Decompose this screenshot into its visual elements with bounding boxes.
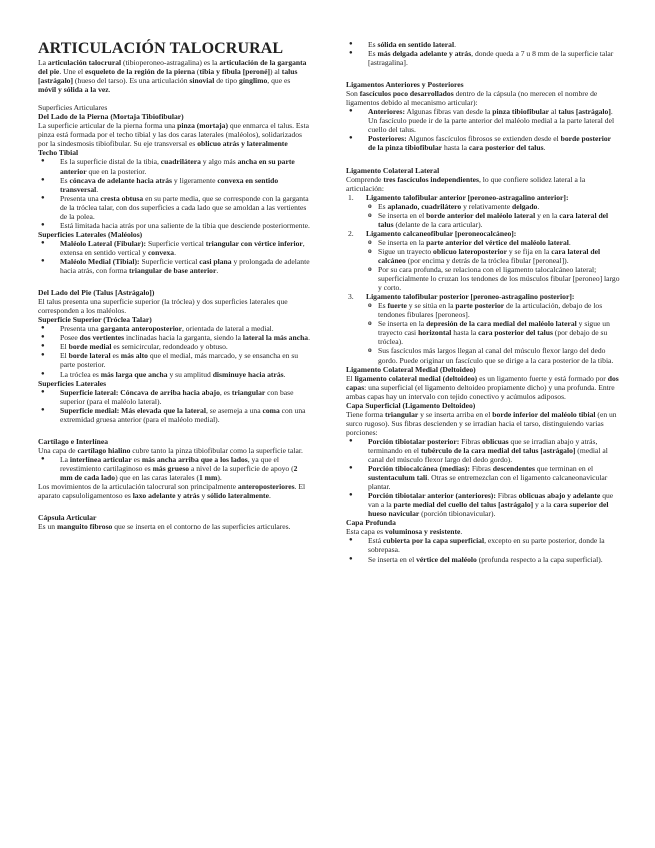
text-run: , orientada de lateral a medial. xyxy=(181,324,274,334)
bold-text: pinza tibiofibular xyxy=(492,107,550,117)
text-run: que en la posterior. xyxy=(86,166,147,176)
ligament-item xyxy=(346,229,620,292)
bold-text: borde medial xyxy=(68,342,112,352)
list-item xyxy=(38,324,310,333)
bold-text: más larga que ancha xyxy=(100,369,168,379)
bold-text: depresión de la cara medial del maléolo lateral xyxy=(426,319,577,329)
text-run: Fibras xyxy=(459,436,483,446)
bold-text: cara lateral del talus xyxy=(378,210,609,229)
text-run: (hueso del tarso). Es una articulación xyxy=(73,76,190,86)
text-run: Se inserta en el xyxy=(368,554,417,564)
text-run: (por encima y detrás de la tróclea fibular [peroneal]). xyxy=(405,255,569,265)
text-run: . xyxy=(537,201,540,211)
list-item xyxy=(346,536,620,554)
list-item xyxy=(38,333,310,342)
ligament-heading: Ligamento talofibular posterior [peroneo-astragalino posterior]: xyxy=(366,292,575,302)
bold-text: triangular xyxy=(231,387,266,397)
text-run: : una superficial (el ligamento deltoideo propiamente dicho) y una profunda. Entre ambas capas hay un intervalo con tejido conectivo y acúmulos adiposos. xyxy=(346,382,615,401)
bold-text: triangular con vértice inferior xyxy=(205,238,303,248)
list-item xyxy=(346,107,620,134)
bold-text: borde anterior del maléolo lateral xyxy=(426,210,536,220)
bold-text: ancha en su parte anterior xyxy=(60,157,295,176)
text-run: es xyxy=(110,351,121,361)
bold-text: sólido lateralmente xyxy=(207,491,269,501)
list-item xyxy=(346,437,620,464)
bold-text: cara posterior del talus xyxy=(468,143,544,153)
bold-text: más alto xyxy=(120,351,148,361)
maleolos-heading: Superficies Laterales (Maléolos) xyxy=(38,229,143,239)
techo-tibial-heading: Techo Tibial xyxy=(38,148,79,158)
text-run: Sigue un trayecto xyxy=(378,246,434,256)
text-run: que se irradian abajo y atrás, terminando en el xyxy=(368,436,598,455)
sub-list-item xyxy=(366,211,620,229)
bold-text: gínglimo xyxy=(239,76,268,86)
list-number: 3. xyxy=(348,292,354,302)
text-run: Fibras xyxy=(469,464,493,474)
text-run: . El aparato capsuloligamentoso es xyxy=(38,482,306,501)
pierna-paragraph xyxy=(38,121,310,148)
bold-text: convexa en sentido transversal xyxy=(60,175,279,194)
text-run: inclinadas hacia la garganta, siendo la xyxy=(124,333,243,343)
text-run: . xyxy=(460,527,463,537)
bold-text: dos capas xyxy=(346,373,619,392)
text-run: Es un xyxy=(38,522,57,532)
bold-text: voluminosa y resistente xyxy=(385,527,461,537)
bold-text: anteroposteriores xyxy=(237,482,295,492)
text-run: Sus fascículos más largos llegan al canal del músculo flexor largo del dedo gordo. Puede originar un fascículo que se dirige a la cara posterior de la tibia. xyxy=(378,346,614,365)
text-run: que terminan en el xyxy=(534,464,594,474)
text-run: (tibioperoneo-astragalina) es la xyxy=(121,58,220,67)
bold-text: borde posterior de la pinza tibiofibular xyxy=(368,134,611,153)
text-run: Por su cara profunda, se relaciona con el ligamento talocalcáneo lateral; superficialmente lo cruzan los tendones de los músculos fibular [peroneo] largo y corto. xyxy=(378,265,620,293)
text-run: (en un surco rugoso). Sus fibras descienden y se irradian hacia el tarso, distinguiendo varias porciones: xyxy=(346,409,617,437)
ligament-sublist xyxy=(366,301,620,364)
list-item xyxy=(38,176,310,194)
text-run: que se inserta en el contorno de las superficies articulares. xyxy=(112,522,291,532)
bold-text: talus [astrágalo] xyxy=(558,107,611,117)
text-run: , excepto en su parte posterior, donde la sobrepasa. xyxy=(368,536,605,555)
bold-text: coma xyxy=(262,405,280,415)
list-item xyxy=(38,194,310,221)
bold-text: 1 mm xyxy=(198,472,218,482)
text-run: , se asemeja a una xyxy=(205,405,263,415)
text-run: Una capa de xyxy=(38,445,78,455)
text-run: . xyxy=(568,237,571,247)
text-run: (porción tibionavicular). xyxy=(419,509,496,519)
text-run: Se inserta en el xyxy=(378,210,427,220)
text-run: que van a la xyxy=(368,491,614,510)
text-run: . xyxy=(96,184,99,194)
bold-text: disminuye hacia atrás xyxy=(212,369,284,379)
text-run: y xyxy=(199,491,208,501)
list-item xyxy=(38,239,310,257)
text-run: , que es xyxy=(267,76,291,86)
text-run: y en la xyxy=(535,210,560,220)
text-run: (profunda respecto a la capa superficial). xyxy=(476,554,603,564)
bold-text: pinza (mortaja) xyxy=(177,121,228,131)
bold-text: descendentes xyxy=(492,464,535,474)
colateral-lateral-paragraph xyxy=(346,175,620,193)
list-item xyxy=(38,455,310,482)
text-run: ). xyxy=(217,472,222,482)
list-item xyxy=(38,157,310,175)
text-run: La xyxy=(38,58,48,67)
text-run: (medial al canal del músculo flexor largo del dedo gordo). xyxy=(368,445,608,465)
bold-text: parte anterior del vértice del maléolo lateral xyxy=(426,237,569,247)
text-run: , extensa en sentido vertical y xyxy=(60,238,305,257)
list-item xyxy=(346,555,620,564)
bold-text: Posteriores: xyxy=(368,134,407,144)
text-run: en su parte media, que se corresponde con la garganta de la tróclea talar, con dos superficies a cada lado que se amoldan a las vertientes de la polea. xyxy=(60,193,309,221)
bold-text: oblicuo atrás y lateralmente xyxy=(197,139,288,149)
pie-paragraph xyxy=(38,297,310,315)
capa-superficial-list xyxy=(346,437,620,518)
text-run: El talus presenta una superficie superior (la tróclea) y dos superficies laterales que corresponden a los maléolos. xyxy=(38,297,288,316)
capa-superficial-paragraph xyxy=(346,410,620,437)
text-run: . xyxy=(174,247,176,257)
bold-text: sinovial xyxy=(189,76,215,86)
bold-text: laxo adelante y atrás xyxy=(132,491,200,501)
text-run: dentro de la cápsula (no merecen el nombre de ligamentos debido al mecanismo articular): xyxy=(346,89,598,108)
intro-paragraph xyxy=(38,58,310,94)
troclea-heading: Superficie Superior (Tróclea Talar) xyxy=(38,315,152,325)
text-run: Es xyxy=(378,301,388,311)
capsula-paragraph xyxy=(38,522,310,531)
superficies-articulares-label: Superficies Articulares xyxy=(38,103,108,113)
bold-text: triangular xyxy=(384,409,419,419)
colateral-lateral-list xyxy=(346,193,620,365)
bold-text: lateral la más ancha xyxy=(242,333,309,343)
text-run: y algo más xyxy=(200,157,238,167)
ligament-item xyxy=(346,292,620,364)
list-item xyxy=(346,134,620,152)
text-run: Presenta una xyxy=(60,193,101,203)
bold-text: Porción tibiotalar anterior (anteriores): xyxy=(368,491,496,501)
list-item xyxy=(38,342,310,351)
bold-text: móvil y sólida a la vez xyxy=(38,85,109,95)
ligamentos-antpost-list xyxy=(346,107,620,152)
text-run: El xyxy=(60,342,69,352)
text-run: , ya que el revestimiento cartilaginoso es xyxy=(60,454,279,473)
capa-profunda-heading: Capa Profunda xyxy=(346,518,396,528)
text-run: , es xyxy=(219,387,232,397)
text-run: Está limitada hacia atrás por una saliente de la tibia que desciende posteriormente. xyxy=(60,220,310,230)
text-run: ) que en las caras laterales ( xyxy=(115,472,199,482)
text-run: Posee xyxy=(60,333,80,343)
text-run: Es xyxy=(368,40,378,49)
text-run: que el medial, más marcado, y se ensancha en su parte posterior. xyxy=(60,351,299,370)
text-run: . xyxy=(216,266,219,276)
bold-text: cóncava de adelante hacia atrás xyxy=(69,175,173,185)
text-run: cubre tanto la pinza tibiofibular como la superficie talar. xyxy=(130,445,303,455)
text-run: . Une el xyxy=(59,67,86,77)
bold-text: borde inferior del maléolo tibial xyxy=(492,409,596,419)
bold-text: Anteriores: xyxy=(368,107,405,117)
text-run: es semicircular, redondeado y obtuso. xyxy=(111,342,228,352)
text-run: Algunos fascículos fibrosos se extienden desde el xyxy=(406,134,561,144)
text-run: Se inserta en la xyxy=(378,319,427,329)
bold-text: articulación de la garganta del pie xyxy=(38,58,307,77)
bold-text: esqueleto de la región de la pierna xyxy=(85,67,196,77)
text-run: (por debajo de su tróclea). xyxy=(378,328,608,347)
text-run: que enmarca el talus. Esta pinza está formada por el techo tibial y las dos caras laterales (maléolos), solidarizados por la sindesmosis tibiofibular. Su eje transversal es xyxy=(38,121,309,149)
text-run: Es la superficie distal de la tibia, xyxy=(60,157,161,167)
text-run: Tiene forma xyxy=(346,409,385,419)
left-column xyxy=(38,40,310,531)
bold-text: aplanado, cuadrilátero xyxy=(387,201,462,211)
cartilago-list xyxy=(38,455,310,482)
bold-text: fascículos poco desarrollados xyxy=(359,89,454,99)
capa-profunda-paragraph xyxy=(346,527,620,536)
text-run: Son xyxy=(346,89,360,99)
text-run: . Otras se entremezclan con el ligamento calcaneonavicular plantar. xyxy=(368,473,608,492)
capa-profunda-list xyxy=(346,536,620,563)
text-run: , donde queda a 7 u 8 mm de la superficie talar [astragalina]. xyxy=(368,49,614,68)
movimientos-paragraph xyxy=(38,482,310,500)
bold-text: articulación talocrural xyxy=(47,58,122,67)
text-run: (delante de la cara articular). xyxy=(393,219,483,229)
bold-text: dos vertientes xyxy=(79,333,125,343)
text-run: es un ligamento fuerte y está formado por xyxy=(477,373,608,383)
text-run: Superficie vertical xyxy=(146,238,206,248)
text-run: Es xyxy=(60,175,70,185)
text-run: . xyxy=(308,333,311,343)
sub-list-item xyxy=(366,265,620,292)
bold-text: oblicuas xyxy=(482,436,509,446)
maleolos-list xyxy=(38,239,310,275)
bold-text: cuadrilátera xyxy=(160,157,201,167)
text-run: y a la xyxy=(533,500,554,510)
text-run: y sigue un trayecto casi xyxy=(378,319,610,338)
list-item xyxy=(38,351,310,369)
text-run: . xyxy=(268,491,271,501)
list-number: 1. xyxy=(348,192,354,202)
text-run: . xyxy=(108,85,111,95)
list-item xyxy=(346,491,620,518)
ligamentos-antpost-paragraph xyxy=(346,89,620,107)
bold-text: garganta anteroposterior xyxy=(100,324,182,334)
sub-list-item xyxy=(366,346,620,364)
bold-text: Porción tibiocalcánea (medias): xyxy=(368,464,470,474)
text-run: al xyxy=(549,107,559,117)
cartilago-heading: Cartílago e Interlínea xyxy=(38,436,109,446)
text-run: ) al xyxy=(269,67,282,77)
text-run: y relativamente xyxy=(461,201,513,211)
bold-text: vértice del maléolo xyxy=(416,554,477,564)
bold-text: cresta obtusa xyxy=(100,193,144,203)
bold-text: más ancha arriba que a los lados xyxy=(141,454,248,464)
bold-text: casi plana xyxy=(199,256,232,266)
list-item xyxy=(346,464,620,491)
text-run: El xyxy=(346,373,355,383)
list-item xyxy=(38,221,310,230)
list-item xyxy=(346,40,620,49)
troclea-list xyxy=(38,324,310,378)
text-run: Superficie vertical xyxy=(139,256,200,266)
page-title: ARTICULACIÓN TALOCRURAL xyxy=(38,40,284,57)
text-run: . xyxy=(283,369,286,379)
bold-text: sólida en sentido lateral xyxy=(377,40,455,49)
sub-list-item xyxy=(366,238,620,247)
text-run: de la articulación, debajo de los tendones fibulares [peroneos]. xyxy=(378,301,603,320)
bold-text: más grueso xyxy=(152,463,190,473)
text-run: . xyxy=(454,40,456,49)
bold-text: tres fascículos independientes xyxy=(383,174,479,184)
list-item xyxy=(38,388,310,406)
bold-text: convexa xyxy=(147,247,175,257)
ligament-heading: Ligamento calcaneofibular [peroneocalcáneo]: xyxy=(366,228,517,238)
bold-text: cara posterior del talus xyxy=(478,328,553,338)
bold-text: Maléolo Lateral (Fibular): xyxy=(60,238,147,248)
list-item xyxy=(38,406,310,424)
sub-list-item xyxy=(366,301,620,319)
capa-superficial-heading: Capa Superficial (Ligamento Deltoideo) xyxy=(346,400,476,410)
bold-text: oblicuas abajo y adelante xyxy=(518,491,601,501)
text-run: a nivel de la superficie de apoyo ( xyxy=(189,463,294,473)
superficies-laterales-list xyxy=(38,388,310,424)
text-run: Esta capa es xyxy=(346,527,386,537)
text-run: Los movimientos de la articulación talocrural son principalmente xyxy=(38,482,238,492)
bold-text: interlínea articular xyxy=(69,454,132,464)
text-run: Está xyxy=(368,536,383,546)
text-run: La xyxy=(60,454,70,464)
bold-text: Superficie medial: Más elevada que la lateral xyxy=(60,405,206,415)
bold-text: parte posterior xyxy=(455,301,505,311)
bold-text: cara superior del hueso navicular xyxy=(368,500,609,519)
bold-text: Maléolo Medial (Tibial): xyxy=(60,256,140,266)
ligamentos-antpost-heading: Ligamentos Anteriores y Posteriores xyxy=(346,80,464,90)
colateral-medial-heading: Ligamento Colateral Medial (Deltoideo) xyxy=(346,364,476,374)
bold-text: delgado xyxy=(512,201,538,211)
text-run: . xyxy=(543,143,546,153)
text-run: hasta la xyxy=(451,328,479,338)
text-run: La tróclea es xyxy=(60,369,101,379)
bold-text: talus [astrágalo] xyxy=(38,67,298,86)
bold-text: ligamento colateral medial (deltoideo) xyxy=(354,373,478,383)
pie-heading: Del Lado del Pie (Talus [Astrágalo]) xyxy=(38,288,155,298)
bold-text: tubérculo de la cara medial del talus [astrágalo] xyxy=(420,445,576,455)
bold-text: triangular de base anterior xyxy=(128,266,217,276)
text-run: , lo que confiere solidez lateral a la articulación: xyxy=(346,174,586,193)
ligament-item xyxy=(346,193,620,229)
text-run: es xyxy=(131,454,142,464)
text-run: Algunas fibras van desde la xyxy=(404,107,493,117)
bold-text: oblicuo lateroposterior xyxy=(433,246,507,256)
bold-text: parte medial del cuello del talus [astrágalo] xyxy=(393,500,534,510)
text-run: Comprende xyxy=(346,174,384,184)
sub-list-item xyxy=(366,319,620,346)
pierna-heading: Del Lado de la Pierna (Mortaja Tibiofibular) xyxy=(38,112,184,122)
bold-text: sustentaculum tali xyxy=(368,473,428,483)
text-run: con una extremidad gruesa anterior (para el maléolo medial). xyxy=(60,405,306,424)
sub-list-item xyxy=(366,247,620,265)
bold-text: tibia y fíbula [peroné] xyxy=(199,67,270,77)
colateral-lateral-heading: Ligamento Colateral Lateral xyxy=(346,165,440,175)
bold-text: cartílago hialino xyxy=(77,445,131,455)
bold-text: más delgada adelante y atrás xyxy=(377,49,472,59)
list-item xyxy=(38,257,310,275)
text-run: . Un fascículo puede ir de la parte anterior del maléolo medial a la parte lateral del cuello del talus. xyxy=(368,107,615,135)
text-run: y se inserta arriba en el xyxy=(418,409,493,419)
text-run: ( xyxy=(195,67,200,77)
bold-text: 2 mm de cada lado xyxy=(60,463,298,482)
text-run: Fibras xyxy=(495,491,519,501)
capsula-heading: Cápsula Articular xyxy=(38,513,97,523)
bold-text: manguito fibroso xyxy=(56,522,113,532)
ligament-heading: Ligamento talofibular anterior [peroneo-astragalino anterior]: xyxy=(366,192,569,202)
text-run: Presenta una xyxy=(60,324,101,334)
text-run: y prolongada de adelante hacia atrás, con forma xyxy=(60,256,310,276)
colateral-medial-paragraph xyxy=(346,374,620,401)
list-number: 2. xyxy=(348,228,354,238)
text-run: con base superior (para el maléolo lateral). xyxy=(60,387,294,406)
bold-text: borde lateral xyxy=(68,351,111,361)
bold-text: Superficie lateral: Cóncava de arriba hacia abajo xyxy=(60,387,220,397)
text-run: de tipo xyxy=(214,76,240,86)
bold-text: Porción tibiotalar posterior: xyxy=(368,436,460,446)
right-column xyxy=(346,40,620,564)
bold-text: cara lateral del calcáneo xyxy=(378,246,601,265)
text-run: Es xyxy=(368,49,378,59)
sub-list-item xyxy=(366,202,620,211)
text-run: Es xyxy=(378,201,388,211)
text-run: hasta la xyxy=(442,143,469,153)
text-run: y su amplitud xyxy=(167,369,213,379)
bold-text: cubierta por la capa superficial xyxy=(382,536,485,546)
superficies-laterales-heading: Superficies Laterales xyxy=(38,378,107,388)
text-run: La superficie articular de la pierna forma una xyxy=(38,121,178,131)
list-item xyxy=(346,49,620,67)
bold-text: horizontal xyxy=(418,328,452,338)
text-run: El xyxy=(60,351,69,361)
ligament-sublist xyxy=(366,238,620,292)
techo-tibial-list xyxy=(38,157,310,229)
bold-text: fuerte xyxy=(387,301,407,311)
text-run: y se sitúa en la xyxy=(406,301,456,311)
text-run: y ligeramente xyxy=(172,175,218,185)
text-run: Se inserta en la xyxy=(378,237,427,247)
list-item xyxy=(38,370,310,379)
ligament-sublist xyxy=(366,202,620,229)
capsula-list xyxy=(346,40,620,67)
cartilago-paragraph xyxy=(38,446,310,455)
text-run: y se fija en la xyxy=(506,246,552,256)
